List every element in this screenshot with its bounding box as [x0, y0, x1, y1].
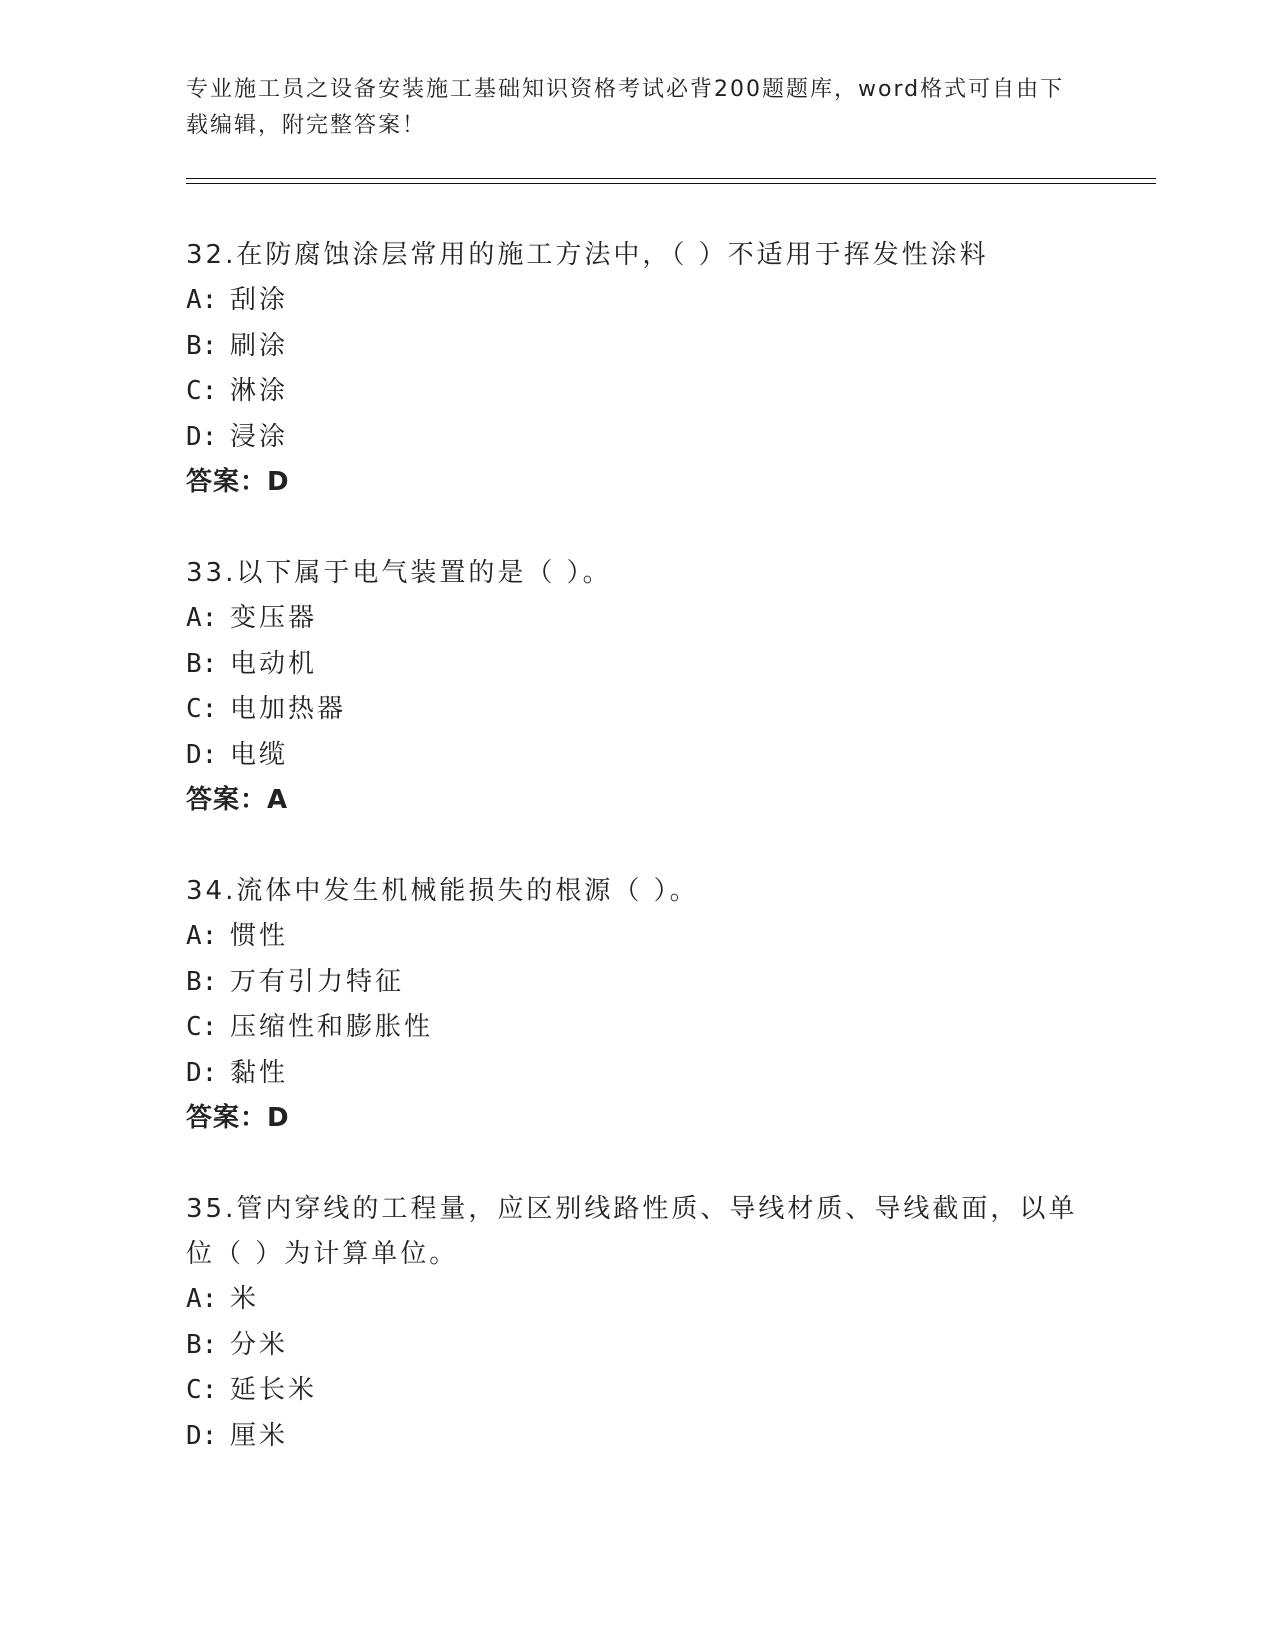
question-33 [186, 551, 1086, 823]
option-letter: A: [186, 285, 218, 315]
option-b [186, 642, 1086, 688]
option-letter: B: [186, 1329, 218, 1360]
option-letter: A: [186, 921, 218, 951]
option-letter: D: [186, 1420, 218, 1451]
option-a [186, 914, 1086, 960]
answer-line: 答案：D [186, 1103, 290, 1133]
option-letter: A: [186, 1284, 218, 1314]
option-a [186, 1277, 1086, 1323]
option-text: 黏性 [230, 1057, 289, 1088]
option-text: 电加热器 [230, 694, 347, 724]
option-a [186, 596, 1086, 642]
option-letter: A: [186, 603, 218, 633]
question-list [186, 233, 1086, 1505]
option-text: 变压器 [230, 603, 318, 633]
question-stem: 34.流体中发生机械能损失的根源（ ）。 [186, 876, 699, 906]
option-text: 厘米 [230, 1420, 289, 1451]
option-text: 米 [230, 1284, 260, 1314]
option-text: 淋涂 [230, 376, 289, 406]
option-letter: B: [186, 966, 218, 997]
option-d [186, 733, 1086, 779]
question-stem: 32.在防腐蚀涂层常用的施工方法中，（ ）不适用于挥发性涂料 [186, 240, 989, 270]
option-b [186, 1323, 1086, 1369]
document-header: 专业施工员之设备安装施工基础知识资格考试必背200题题库，word格式可自由下载编辑，附完整答案！ [186, 77, 1065, 138]
answer-line: 答案：D [186, 467, 290, 497]
option-text: 电动机 [230, 648, 318, 679]
option-b [186, 960, 1086, 1006]
answer-line: 答案：A [186, 785, 289, 815]
option-text: 万有引力特征 [230, 966, 405, 997]
header-divider-bottom [186, 183, 1156, 184]
header-divider-top [186, 178, 1156, 179]
option-text: 延长米 [230, 1375, 318, 1405]
option-letter: D: [186, 421, 218, 452]
option-a [186, 278, 1086, 324]
question-34 [186, 869, 1086, 1141]
option-letter: C: [186, 1012, 218, 1042]
option-letter: C: [186, 376, 218, 406]
option-text: 刮涂 [230, 285, 289, 315]
option-text: 电缆 [230, 739, 289, 770]
option-letter: D: [186, 739, 218, 770]
option-text: 分米 [230, 1329, 289, 1360]
option-c [186, 1368, 1086, 1414]
option-letter: D: [186, 1057, 218, 1088]
question-stem: 35.管内穿线的工程量，应区别线路性质、导线材质、导线截面，以单位（ ）为计算单位。 [186, 1194, 1078, 1269]
option-letter: B: [186, 330, 218, 361]
option-d [186, 1051, 1086, 1097]
option-d [186, 415, 1086, 461]
option-letter: B: [186, 648, 218, 679]
option-text: 惯性 [230, 921, 289, 951]
question-stem: 33.以下属于电气装置的是（ ）。 [186, 558, 612, 588]
option-text: 压缩性和膨胀性 [230, 1012, 434, 1042]
option-c [186, 1005, 1086, 1051]
option-letter: C: [186, 1375, 218, 1405]
option-b [186, 324, 1086, 370]
option-c [186, 369, 1086, 415]
option-letter: C: [186, 694, 218, 724]
question-35 [186, 1187, 1086, 1459]
option-c [186, 687, 1086, 733]
option-text: 刷涂 [230, 330, 289, 361]
option-d [186, 1414, 1086, 1460]
option-text: 浸涂 [230, 421, 289, 452]
question-32 [186, 233, 1086, 505]
